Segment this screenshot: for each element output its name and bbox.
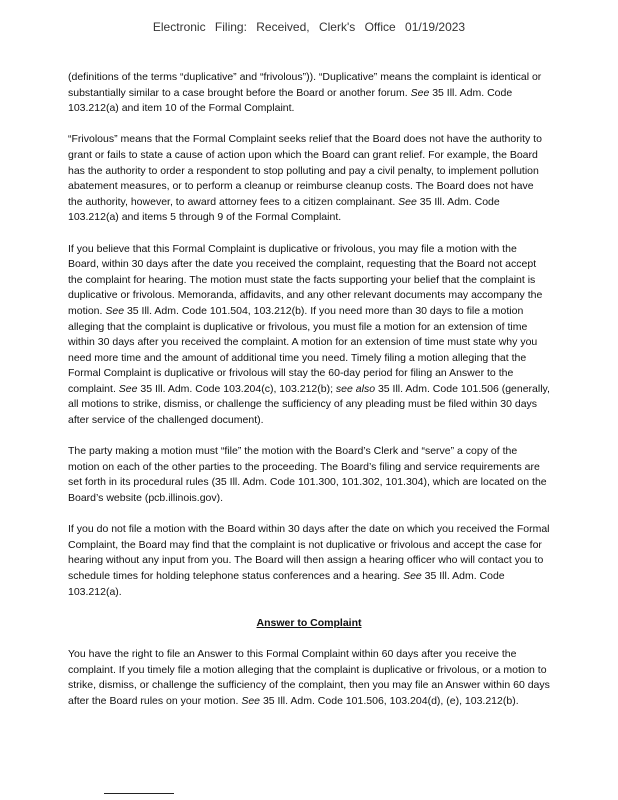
citation-signal: See [118,382,138,395]
citation-signal: see also [335,382,376,395]
body-paragraph [68,242,550,429]
answer-paragraph [68,647,550,709]
text-run: If you believe that this Formal Complaint is duplicative or frivolous, you may file a motion with the Board, within 30 days after the date you received the complaint, requesting that the Board not accept the complaint for hearing. The motion must state the facts supporting your belief that the complaint is duplicative or frivolous. Memoranda, affidavits, and any other relevant documents may accompany the motion. [68,242,543,317]
text-run: 35 Ill. Adm. Code 103.204(c), 103.212(b); [137,382,336,395]
text-run: 35 Ill. Adm. Code 101.504, 103.212(b). If you need more than 30 days to file a motion alleging that the complaint is duplicative or frivolous, you must file a motion for an extension of time within 30 days after you received the complaint. A motion for an extension of time must state why you need more time and the amount of additional time you need. Timely filing a motion alleging that the Formal Complaint is duplicative or frivolous will stay the 60-day period for filing an Answer to the complaint. [68,304,538,395]
text-run: 35 Ill. Adm. Code 103.212(a). [68,570,505,598]
citation-signal: See [241,694,261,707]
text-run: 35 Ill. Adm. Code 101.506 (generally, all motions to strike, dismiss, or challenge the sufficiency of any pleading must be filed within 30 days after service of the challenged document). [68,382,550,427]
footnote-divider [104,793,174,794]
text-run: (definitions of the terms “duplicative” and “frivolous”)). “Duplicative” means the complaint is identical or substantially similar to a case brought before the Board or another forum. [68,71,542,99]
citation-signal: See [403,570,422,582]
text-run: 35 Ill. Adm. Code 101.506, 103.204(d), (e), 103.212(b). [260,694,519,707]
section-heading-answer: Answer to Complaint [256,616,362,629]
document-body [68,70,550,725]
body-paragraph [68,444,550,506]
citation-signal: See [410,86,430,99]
paragraph-list [68,70,550,600]
citation-signal: See [105,304,125,317]
citation-signal: See [398,195,417,208]
text-run: 35 Ill. Adm. Code 103.212(a) and item 10 of the Formal Complaint. [68,86,513,115]
text-run: If you do not file a motion with the Board within 30 days after the date on which you received the Formal Complaint, the Board may find that the complaint is not duplicative or frivolous and accept the case for hearing without any input from you. The Board will then assign a hearing officer who will contact you to schedule times for holding telephone status conferences and a hearing. [68,523,550,582]
body-paragraph [68,70,550,117]
text-run: “Frivolous” means that the Formal Complaint seeks relief that the Board does not have the authority to grant or fails to state a cause of action upon which the Board can grant relief. For example, the Board has the authority to order a respondent to stop polluting and pay a civil penalty, to implement pollution abatement measures, or to perform a cleanup or reimburse cleanup costs. The Board does not have the authority, however, to award attorney fees to a citizen complainant. [68,133,542,208]
text-run: The party making a motion must “file” the motion with the Board’s Clerk and “serve” a copy of the motion on each of the other parties to the proceeding. The Board’s filing and service requirements are set forth in its procedural rules (35 Ill. Adm. Code 101.300, 101.302, 101.304), which are located on the Board’s website (pcb.illinois.gov). [68,445,547,505]
body-paragraph [68,522,550,600]
electronic-filing-stamp: Electronic Filing: Received, Clerk's Office 01/19/2023 [152,20,466,34]
text-run: 35 Ill. Adm. Code 103.212(a) and items 5 through 9 of the Formal Complaint. [68,195,500,224]
text-run: You have the right to file an Answer to this Formal Complaint within 60 days after you receive the complaint. If you timely file a motion alleging that the complaint is duplicative or frivolous, or a motion to strike, dismiss, or challenge the sufficiency of the complaint, then you may file an Answer within 60 days after the Board rules on your motion. [68,647,550,707]
body-paragraph [68,132,550,226]
